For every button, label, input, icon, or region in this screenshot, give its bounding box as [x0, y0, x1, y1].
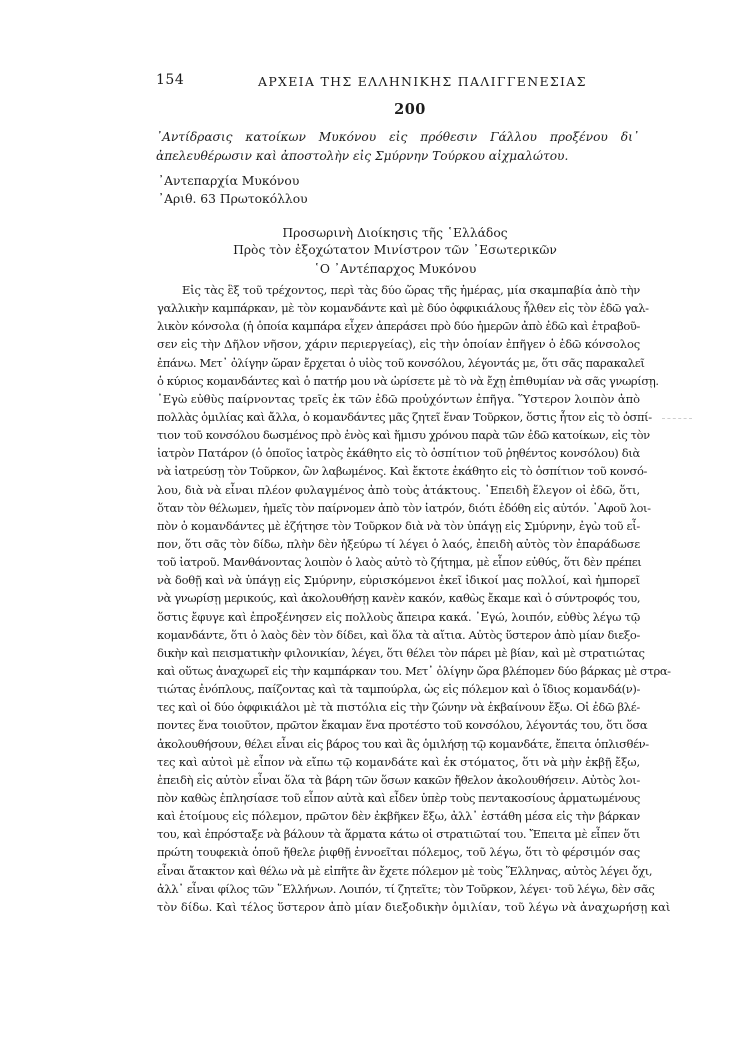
running-head: ΑΡΧΕΙΑ ΤΗΣ ΕΛΛΗΝΙΚΗΣ ΠΑΛΙΓΓΕΝΕΣΙΑΣ: [258, 74, 587, 89]
sender-line: ᾿Αντεπαρχία Μυκόνου: [158, 174, 300, 188]
body-line: τες καὶ οἱ δύο ὀφφικιάλοι μὲ τὰ πιστόλια εἰς τὴν ζώνην νὰ ἐκβαίνουν ἔξω. Οἱ ἐδῶ βλέ-: [157, 700, 640, 715]
body-line: σεν εἰς τὴν Δῆλον νῆσον, χάριν περιεργείας), εἰς τὴν ὁποίαν ἐπῆγεν ὁ ἐδῶ κόνσολος: [157, 337, 640, 352]
sender-block: [158, 172, 308, 208]
body-line: νὰ γνωρίσῃ μερικούς, καὶ ἀκολουθήσῃ κανὲν κακόν, καθὼς ἔκαμε καὶ ὁ σύντροφός του,: [157, 591, 641, 606]
body-line: ἐπάνω. Μετ᾿ ὀλίγην ὥραν ἔρχεται ὁ υἱὸς τοῦ κονσόλου, λέγοντάς με, ὅτι σᾶς παρακαλεῖ: [157, 355, 645, 370]
body-line: δικὴν καὶ πεισματικὴν φιλονικίαν, λέγει, ὅτι θέλει τὸν πάρει μὲ βίαν, καὶ μὲ στρατιώτας: [157, 645, 645, 660]
body-line: λικὸν κόνσολα (ἡ ὁποία καμπάρα εἶχεν ἀπεράσει πρὸ δύο ἡμερῶν ἀπὸ ἐδῶ καὶ ἐτραβοῦ-: [157, 319, 640, 334]
body-line: λου, διὰ νὰ εἶναι πλέον φυλαγμένος ἀπὸ τοὺς ἀτάκτους. ᾿Επειδὴ ἔλεγον οἱ ἐδῶ, ὅτι,: [157, 482, 640, 497]
body-line: πὸν καθὼς ἐπλησίασε τοῦ εἶπον αὐτὰ καὶ εἶδεν ὑπὲρ τοὺς πεντακοσίους ἁρματωμένους: [157, 790, 640, 805]
body-line: γαλλικὴν καμπάρκαν, μὲ τὸν κομανδάντε καὶ μὲ δύο ὀφφικιάλους ἦλθεν εἰς τὸν ἐδῶ γαλ-: [157, 301, 649, 316]
sender-line: ᾿Αριθ. 63 Πρωτοκόλλου: [158, 192, 308, 206]
body-line: ἀλλ᾿ εἶναι φίλος τῶν ῞Ελλήνων. Λοιπόν, τί ζητεῖτε; τὸν Τοῦρκον, λέγει· τοῦ λέγω, δὲν σᾶς: [157, 881, 655, 896]
body-line: τες καὶ αὐτοὶ μὲ εἶπον νὰ εἴπω τῷ κομανδάτε καὶ ἐκ στόματος, ὅτι νὰ μὴν ἐκβῇ ἔξω,: [157, 754, 640, 769]
body-line: νὰ δοθῇ καὶ νὰ ὑπάγῃ εἰς Σμύρνην, εὑρισκόμενοι ἐκεῖ ἰδικοί μας πολλοί, καὶ ἠμπορεῖ: [157, 573, 641, 588]
body-line: πὸν ὁ κομανδάντες μὲ ἐζήτησε τὸν Τοῦρκον διὰ νὰ τὸν ὑπάγῃ εἰς Σμύρνην, ἐγὼ τοῦ εἶ-: [157, 518, 640, 533]
body-line: ὅστις ἔφυγε καὶ ἐπροξένησεν εἰς πολλοὺς ἄπειρα κακά. ᾿Εγώ, λοιπόν, εὐθὺς λέγω τῷ: [157, 609, 640, 624]
body-line: ᾿Εγὼ εὐθὺς παίρνοντας τρεῖς ἐκ τῶν ἐδῶ προὐχόντων ἐπῆγα. Ὕστερον λοιπὸν ἀπὸ: [157, 391, 640, 406]
body-line: ἰατρὸν Πατάρον (ὁ ὁποῖος ἰατρὸς ἐκάθητο εἰς τὸ ὁσπίτιον τοῦ ῥηθέντος κονσόλου) διὰ: [157, 446, 640, 461]
body-line: τοῦ ἰατροῦ. Μανθάνοντας λοιπὸν ὁ λαὸς αὐτὸ τὸ ζήτημα, μὲ εἶπον εὐθύς, ὅτι δὲν πρέπει: [157, 555, 642, 570]
body-line: του, καὶ ἐπρόσταξε νὰ βάλουν τὰ ἅρματα κάτω οἱ στρατιῶταί του. Ἔπειτα μὲ εἶπεν ὅτι: [157, 827, 640, 842]
heading-line: ῾Ο ᾿Αντέπαρχος Μυκόνου: [313, 262, 477, 276]
body-line: καὶ οὕτως ἀναχωρεῖ εἰς τὴν καμπάρκαν του. Μετ᾿ ὀλίγην ὥρα βλέπομεν δύο βάρκας μὲ στρα-: [157, 663, 671, 678]
body-line: πον, ὅτι σᾶς τὸν δίδω, πλὴν δὲν ἠξεύρω τί λέγει ὁ λαός, ἐπειδὴ αὐτὸς τὸν ἐπαράδωσε: [157, 536, 640, 551]
body-line: νὰ ἰατρεύσῃ τὸν Τοῦρκον, ὢν λαβωμένος. Καὶ ἔκτοτε ἐκάθητο εἰς τὸ ὁσπίτιον τοῦ κονσό-: [157, 464, 647, 479]
body-line: τιώτας ἐνόπλους, παίζοντας καὶ τὰ ταμπούρλα, ὡς εἰς πόλεμον καὶ ὁ ἴδιος κομανδά(ν)-: [157, 682, 640, 697]
body-line: ὅταν τὸν θέλωμεν, ἡμεῖς τὸν παίρνομεν ἀπὸ τὸν ἰατρόν, διότι ἐδόθη εἰς αὐτόν. ᾿Αφοῦ λοι-: [157, 500, 651, 515]
body-line: κομανδάντε, ὅτι ὁ λαὸς δὲν τὸν δίδει, καὶ ὅλα τὰ αἴτια. Αὐτὸς ὕστερον ἀπὸ μίαν διεξο-: [157, 627, 640, 642]
document-number: 200: [394, 101, 426, 118]
body-line: ποντες ἕνα τοιοῦτον, πρῶτον ἔκαμαν ἕνα προτέστο τοῦ κονσόλου, λέγοντάς του, ὅτι ὅσα: [157, 718, 648, 733]
page-number: 154: [156, 72, 185, 88]
body-text: [157, 281, 671, 916]
body-line: ἐπειδὴ εἰς αὐτὸν εἶναι ὅλα τὰ βάρη τῶν ὅσων κακῶν ἤθελον ἀκολουθήσειν. Αὐτὸς λοι-: [157, 772, 640, 787]
body-line: καὶ ἑτοίμους εἰς πόλεμον, πρῶτον δὲν ἐκβῆκεν ἔξω, ἀλλ᾿ ἐστάθη μέσα εἰς τὴν βάρκαν: [157, 809, 640, 824]
body-line: τὸν δίδω. Καὶ τέλος ὕστερον ἀπὸ μίαν διεξοδικὴν ὁμιλίαν, τοῦ λέγω νὰ ἀναχωρήσῃ καὶ: [157, 899, 671, 914]
document-summary: ᾿Αντίδρασις κατοίκων Μυκόνου εἰς πρόθεσιν Γάλλου προξένου δι᾿ ἀπελευθέρωσιν καὶ ἀποστολὴν εἰς Σμύρνην Τούρκου αἰχμαλώτου.: [156, 130, 639, 163]
heading-line: Πρὸς τὸν ἐξοχώτατον Μινίστρον τῶν ᾿Εσωτερικῶν: [233, 243, 557, 257]
heading-line: Προσωρινὴ Διοίκησις τῆς ῾Ελλάδος: [282, 226, 508, 240]
body-line: εἶναι ἄτακτον καὶ θέλω νὰ μὲ εἰπῆτε ἂν ἔχετε πόλεμον μὲ τοὺς Ἕλληνας, αὐτὸς λέγει ὄχι,: [157, 863, 653, 878]
body-line: πρώτη τουφεκιὰ ὁποῦ ἤθελε ῥιφθῇ ἐννοεῖται πόλεμος, τοῦ λέγω, ὅτι τὸ φέρσιμόν σας: [157, 845, 640, 860]
body-line: τιον τοῦ κονσόλου δωσμένος πρὸ ἑνὸς καὶ ἥμισυ χρόνου παρὰ τῶν ἐδῶ κατοίκων, εἰς τὸν: [157, 428, 650, 443]
body-line: ὁ κύριος κομανδάντες καὶ ὁ πατήρ μου νὰ ὡρίσετε μὲ τὸ νὰ ἔχῃ ἐπιθυμίαν νὰ σᾶς γνωρίσῃ.: [157, 373, 659, 388]
body-line: ἀκολουθήσουν, θέλει εἶναι εἰς βάρος του καὶ ἂς ὁμιλήσῃ τῷ κομανδάτε, ἔπειτα ὁπλισθέν-: [157, 736, 649, 751]
body-line: πολλὰς ὁμιλίας καὶ ἄλλα, ὁ κομανδάντες μᾶς ζητεῖ ἕναν Τοῦρκον, ὅστις ἦτον εἰς τὸ ὁσπί-: [157, 409, 652, 424]
body-line: Εἰς τὰς ἓξ τοῦ τρέχοντος, περὶ τὰς δύο ὥρας τῆς ἡμέρας, μία σκαμπαβία ἀπὸ τὴν: [182, 283, 641, 297]
margin-mark: [662, 418, 692, 419]
